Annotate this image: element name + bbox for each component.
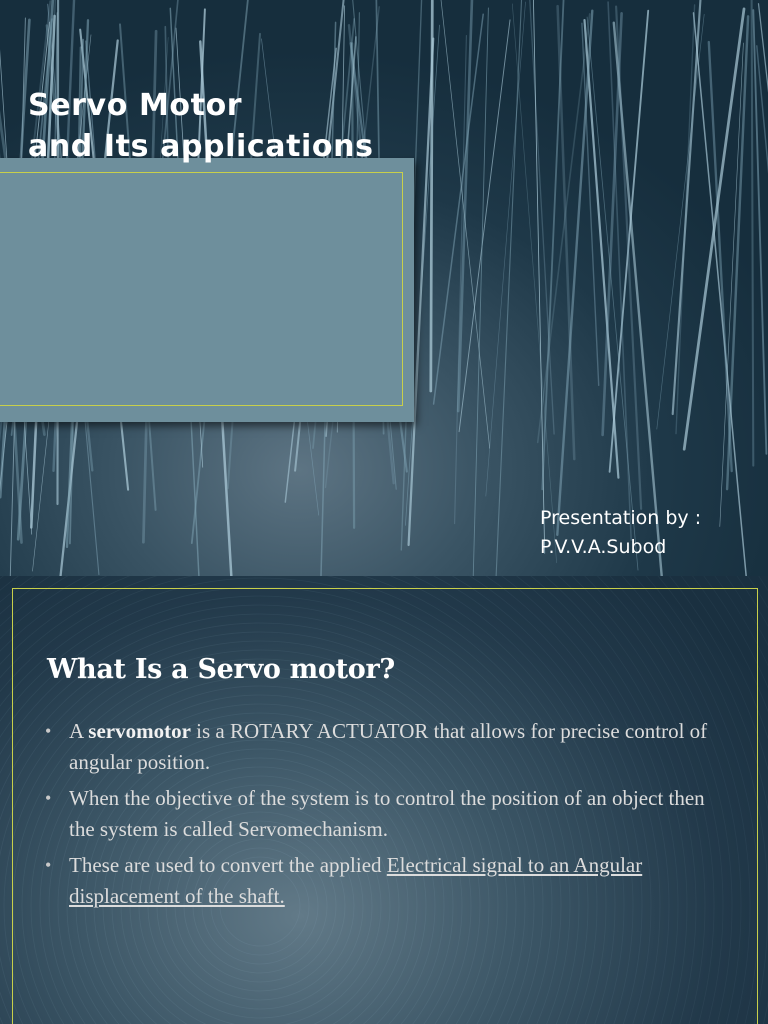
streak-line [486, 2, 526, 496]
bullet-dot-icon: • [45, 721, 52, 741]
streak-line [757, 46, 768, 431]
streak-line [458, 0, 472, 411]
title-line-1: Servo Motor [28, 88, 243, 123]
streak-line [676, 5, 695, 434]
streak-line [684, 9, 744, 449]
bullet-1-bold: servomotor [88, 719, 191, 743]
slide-heading: What Is a Servo motor? [47, 654, 395, 685]
streak-line [459, 20, 510, 432]
bullet-3-pre: These are used to convert the applied [69, 853, 387, 877]
bullet-3-link[interactable]: Electrical signal to an Angular displacement of the shaft. [69, 853, 643, 908]
bullet-dot-icon: • [45, 855, 52, 875]
bullet-item-1 [45, 716, 735, 778]
streak-line [610, 11, 649, 472]
title-panel [0, 158, 414, 422]
streak-line [538, 14, 590, 443]
streak-line [727, 16, 748, 489]
bullet-dot-icon: • [45, 788, 52, 808]
bullet-item-3 [45, 850, 735, 912]
presenter-name: P.V.V.A.Subod [540, 536, 667, 558]
title-line-2: and Its applications [28, 129, 374, 164]
presenter-label: Presentation by : [540, 507, 702, 529]
streak-line [529, 0, 554, 434]
streak-line [585, 20, 619, 478]
title-frame [0, 172, 403, 406]
streak-line [455, 36, 467, 524]
bullet-1-post: is a ROTARY ACTUATOR that allows for precise control of angular position. [69, 719, 708, 774]
bullet-1-pre: A [69, 719, 89, 743]
streak-line [533, 0, 544, 553]
streak-line [582, 23, 599, 385]
streak-line [495, 0, 521, 576]
content-slide [0, 576, 768, 1024]
streak-line [709, 42, 732, 471]
streak-line [657, 14, 704, 429]
bullet-item-2 [45, 783, 735, 845]
streak-line [752, 0, 754, 466]
streak-line [694, 13, 748, 576]
bullet-list [45, 716, 735, 917]
bullet-2-text: When the objective of the system is to control the position of an object then the system is called Servomechanism. [69, 786, 705, 841]
